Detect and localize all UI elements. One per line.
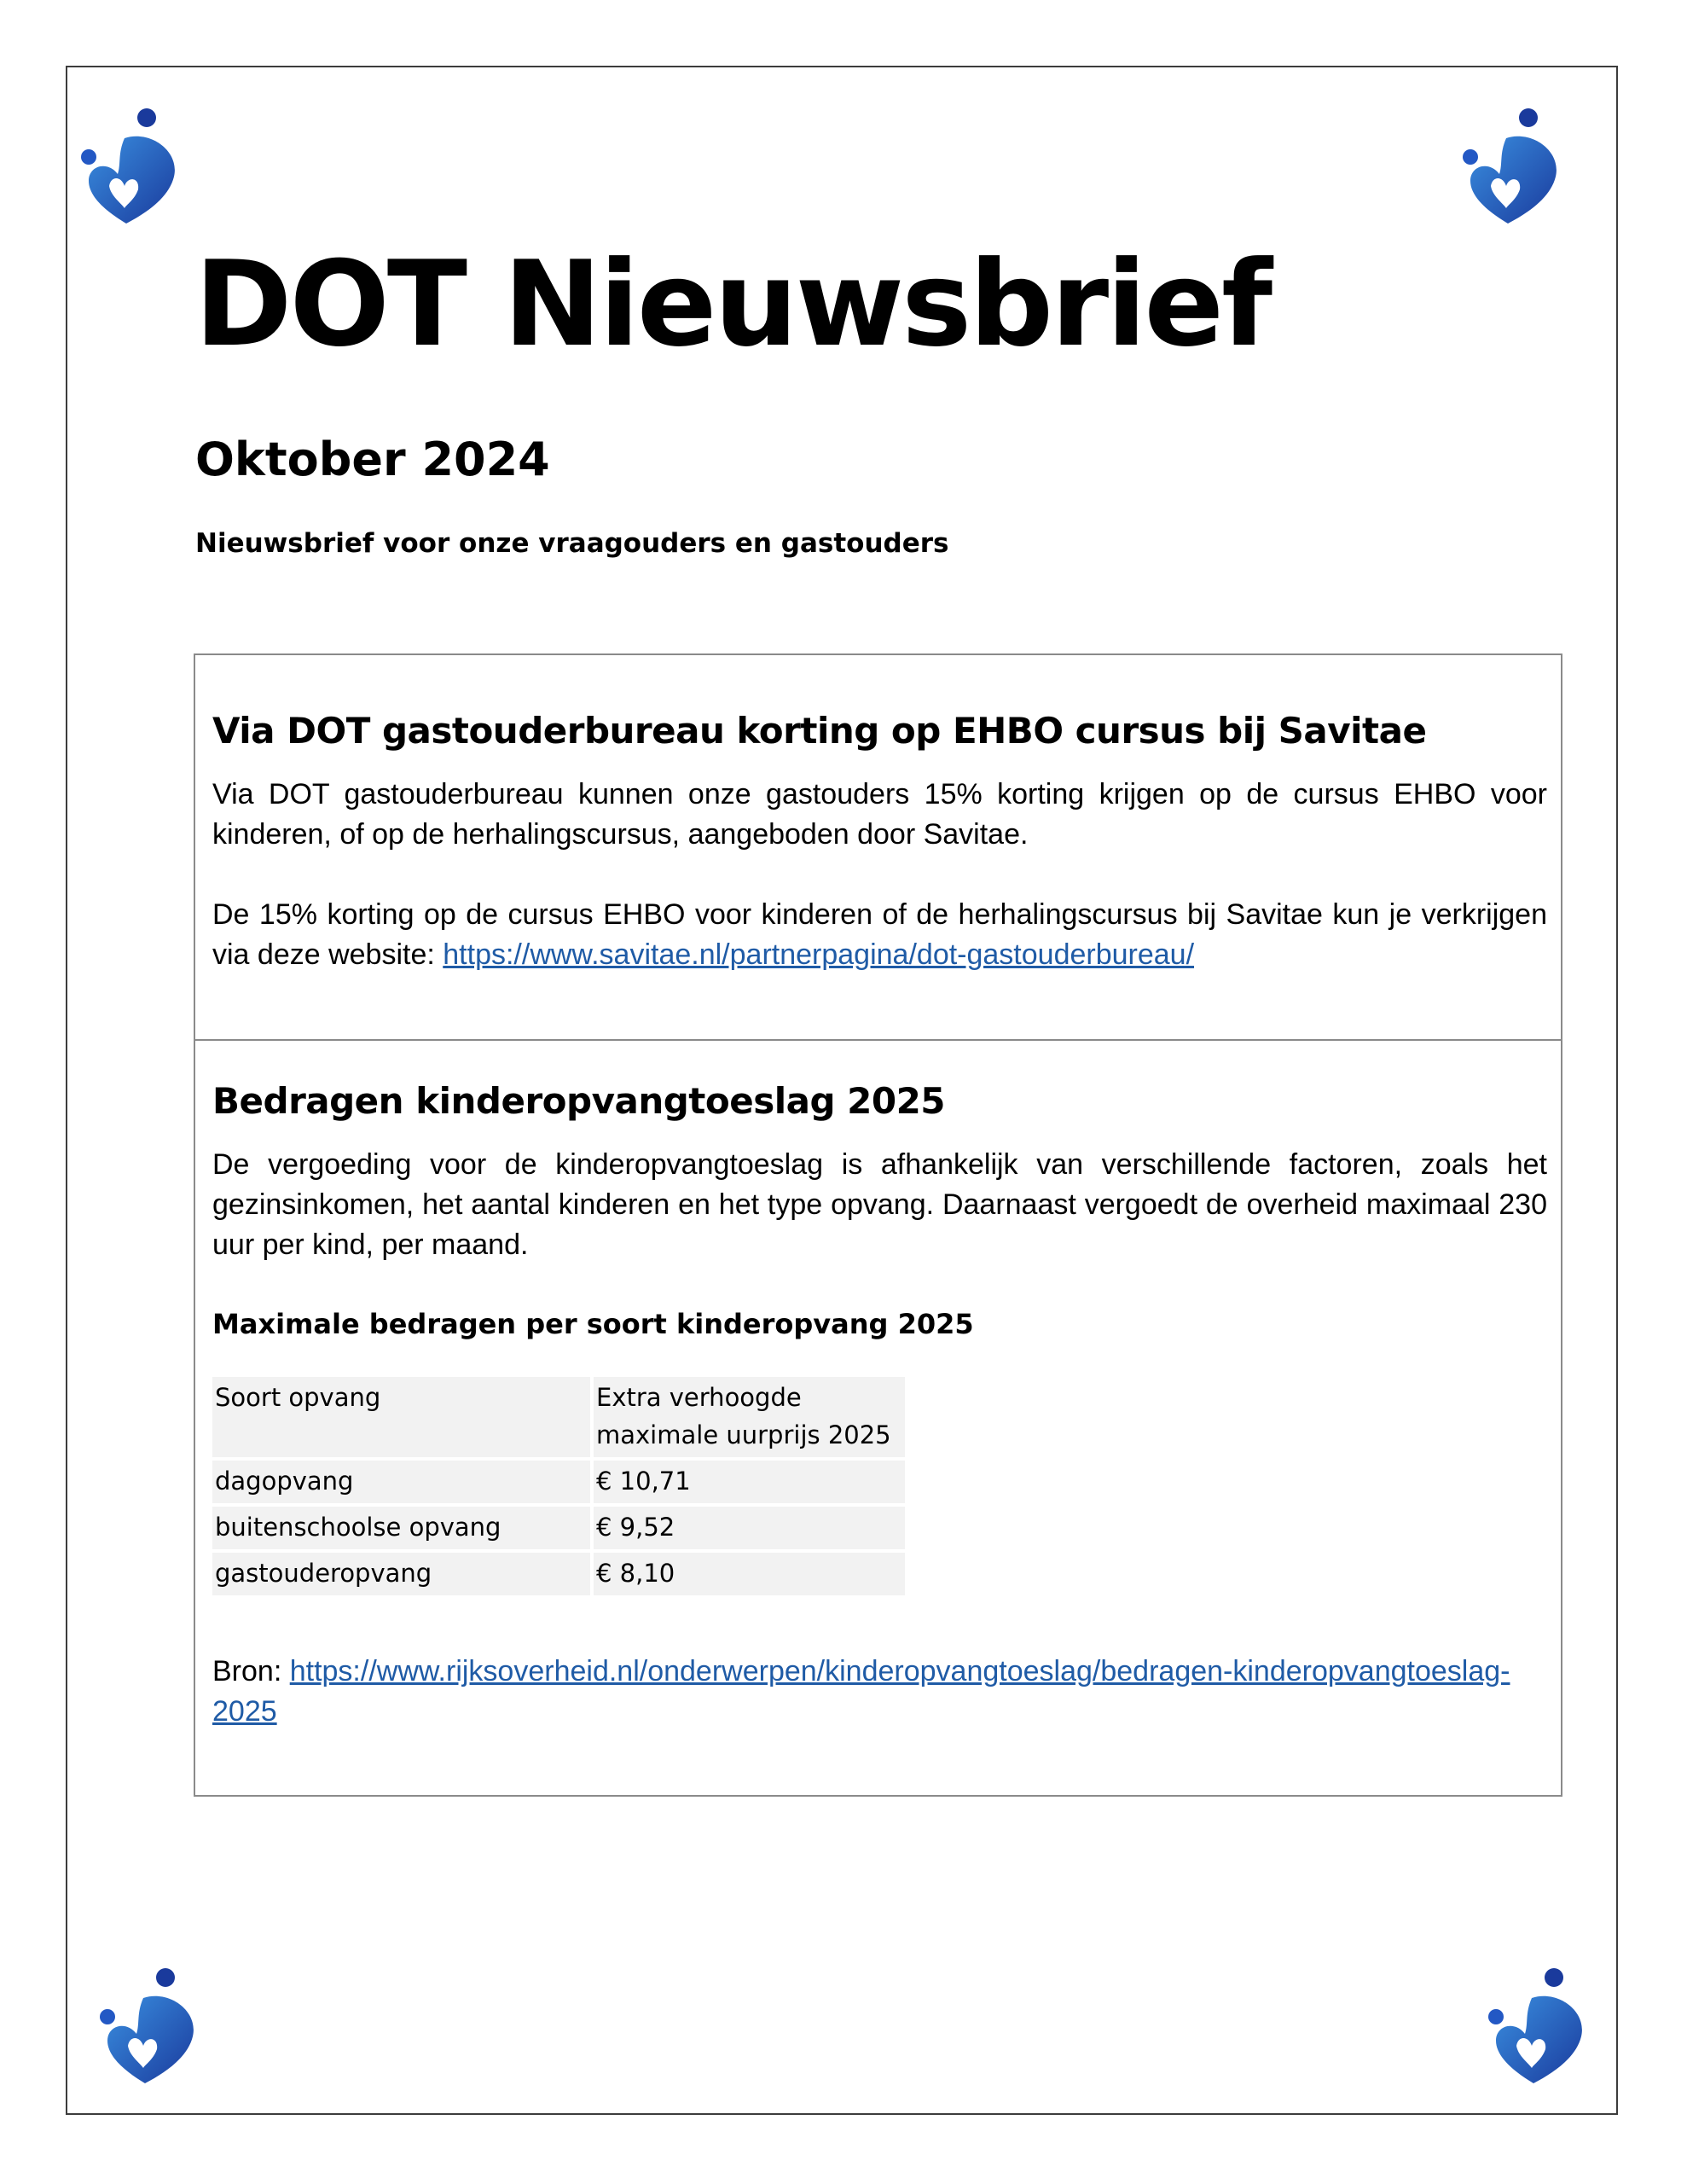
section-ehbo [212, 710, 1547, 975]
rates-table [209, 1374, 908, 1599]
family-heart-logo-icon [1481, 1964, 1591, 2092]
divider [195, 1039, 1561, 1041]
table-header-row [212, 1377, 905, 1457]
family-heart-logo-icon [92, 1964, 203, 2092]
table-cell: dagopvang [212, 1461, 590, 1503]
table-title: Maximale bedragen per soort kinderopvang 2025 [212, 1308, 974, 1341]
family-heart-logo-icon [1455, 104, 1566, 232]
paragraph [212, 895, 1547, 975]
content-box [194, 653, 1562, 1797]
paragraph: De vergoeding voor de kinderopvangtoeslag is afhankelijk van verschillende factoren, zoals het gezinsinkomen, het aantal kinderen en het type opvang. Daarnaast vergoedt de overheid maximaal 230 uur per kind, per maand. [212, 1148, 1547, 1262]
newsletter-title: DOT Nieuwsbrief [194, 235, 1271, 373]
paragraph-text: De 15% korting op de cursus EHBO voor kinderen of de herhalingscursus bij Savitae kun je verkrijgen via deze website: [212, 898, 1547, 972]
paragraph: Via DOT gastouderbureau kunnen onze gastouders 15% korting krijgen op de cursus EHBO voor kinderen, of op de herhalingscursus, aangeboden door Savitae. [212, 778, 1547, 851]
table-cell: € 9,52 [594, 1507, 905, 1549]
newsletter-date: Oktober 2024 [195, 433, 550, 486]
newsletter-subtitle: Nieuwsbrief voor onze vraagouders en gastouders [195, 528, 949, 559]
source-label: Bron: [212, 1654, 290, 1687]
table-row [212, 1553, 905, 1595]
section-kinderopvangtoeslag [212, 1080, 1547, 1732]
table-row [212, 1461, 905, 1503]
section-heading: Via DOT gastouderbureau korting op EHBO cursus bij Savitae [212, 710, 1427, 752]
table-row [212, 1507, 905, 1549]
source-line [212, 1652, 1547, 1732]
family-heart-logo-icon [73, 104, 184, 232]
table-header-cell: Soort opvang [212, 1377, 590, 1457]
section-heading: Bedragen kinderopvangtoeslag 2025 [212, 1080, 946, 1122]
table-cell: € 8,10 [594, 1553, 905, 1595]
savitae-link[interactable]: https://www.savitae.nl/partnerpagina/dot-gastouderbureau/ [443, 938, 1195, 972]
rijksoverheid-link[interactable]: https://www.rijksoverheid.nl/onderwerpen/kinderopvangtoeslag/bedragen-kinderopvangtoeslag-2025 [212, 1654, 1510, 1728]
table-cell: buitenschoolse opvang [212, 1507, 590, 1549]
table-cell: gastouderopvang [212, 1553, 590, 1595]
table-cell: € 10,71 [594, 1461, 905, 1503]
table-header-cell: Extra verhoogde maximale uurprijs 2025 [594, 1377, 905, 1457]
